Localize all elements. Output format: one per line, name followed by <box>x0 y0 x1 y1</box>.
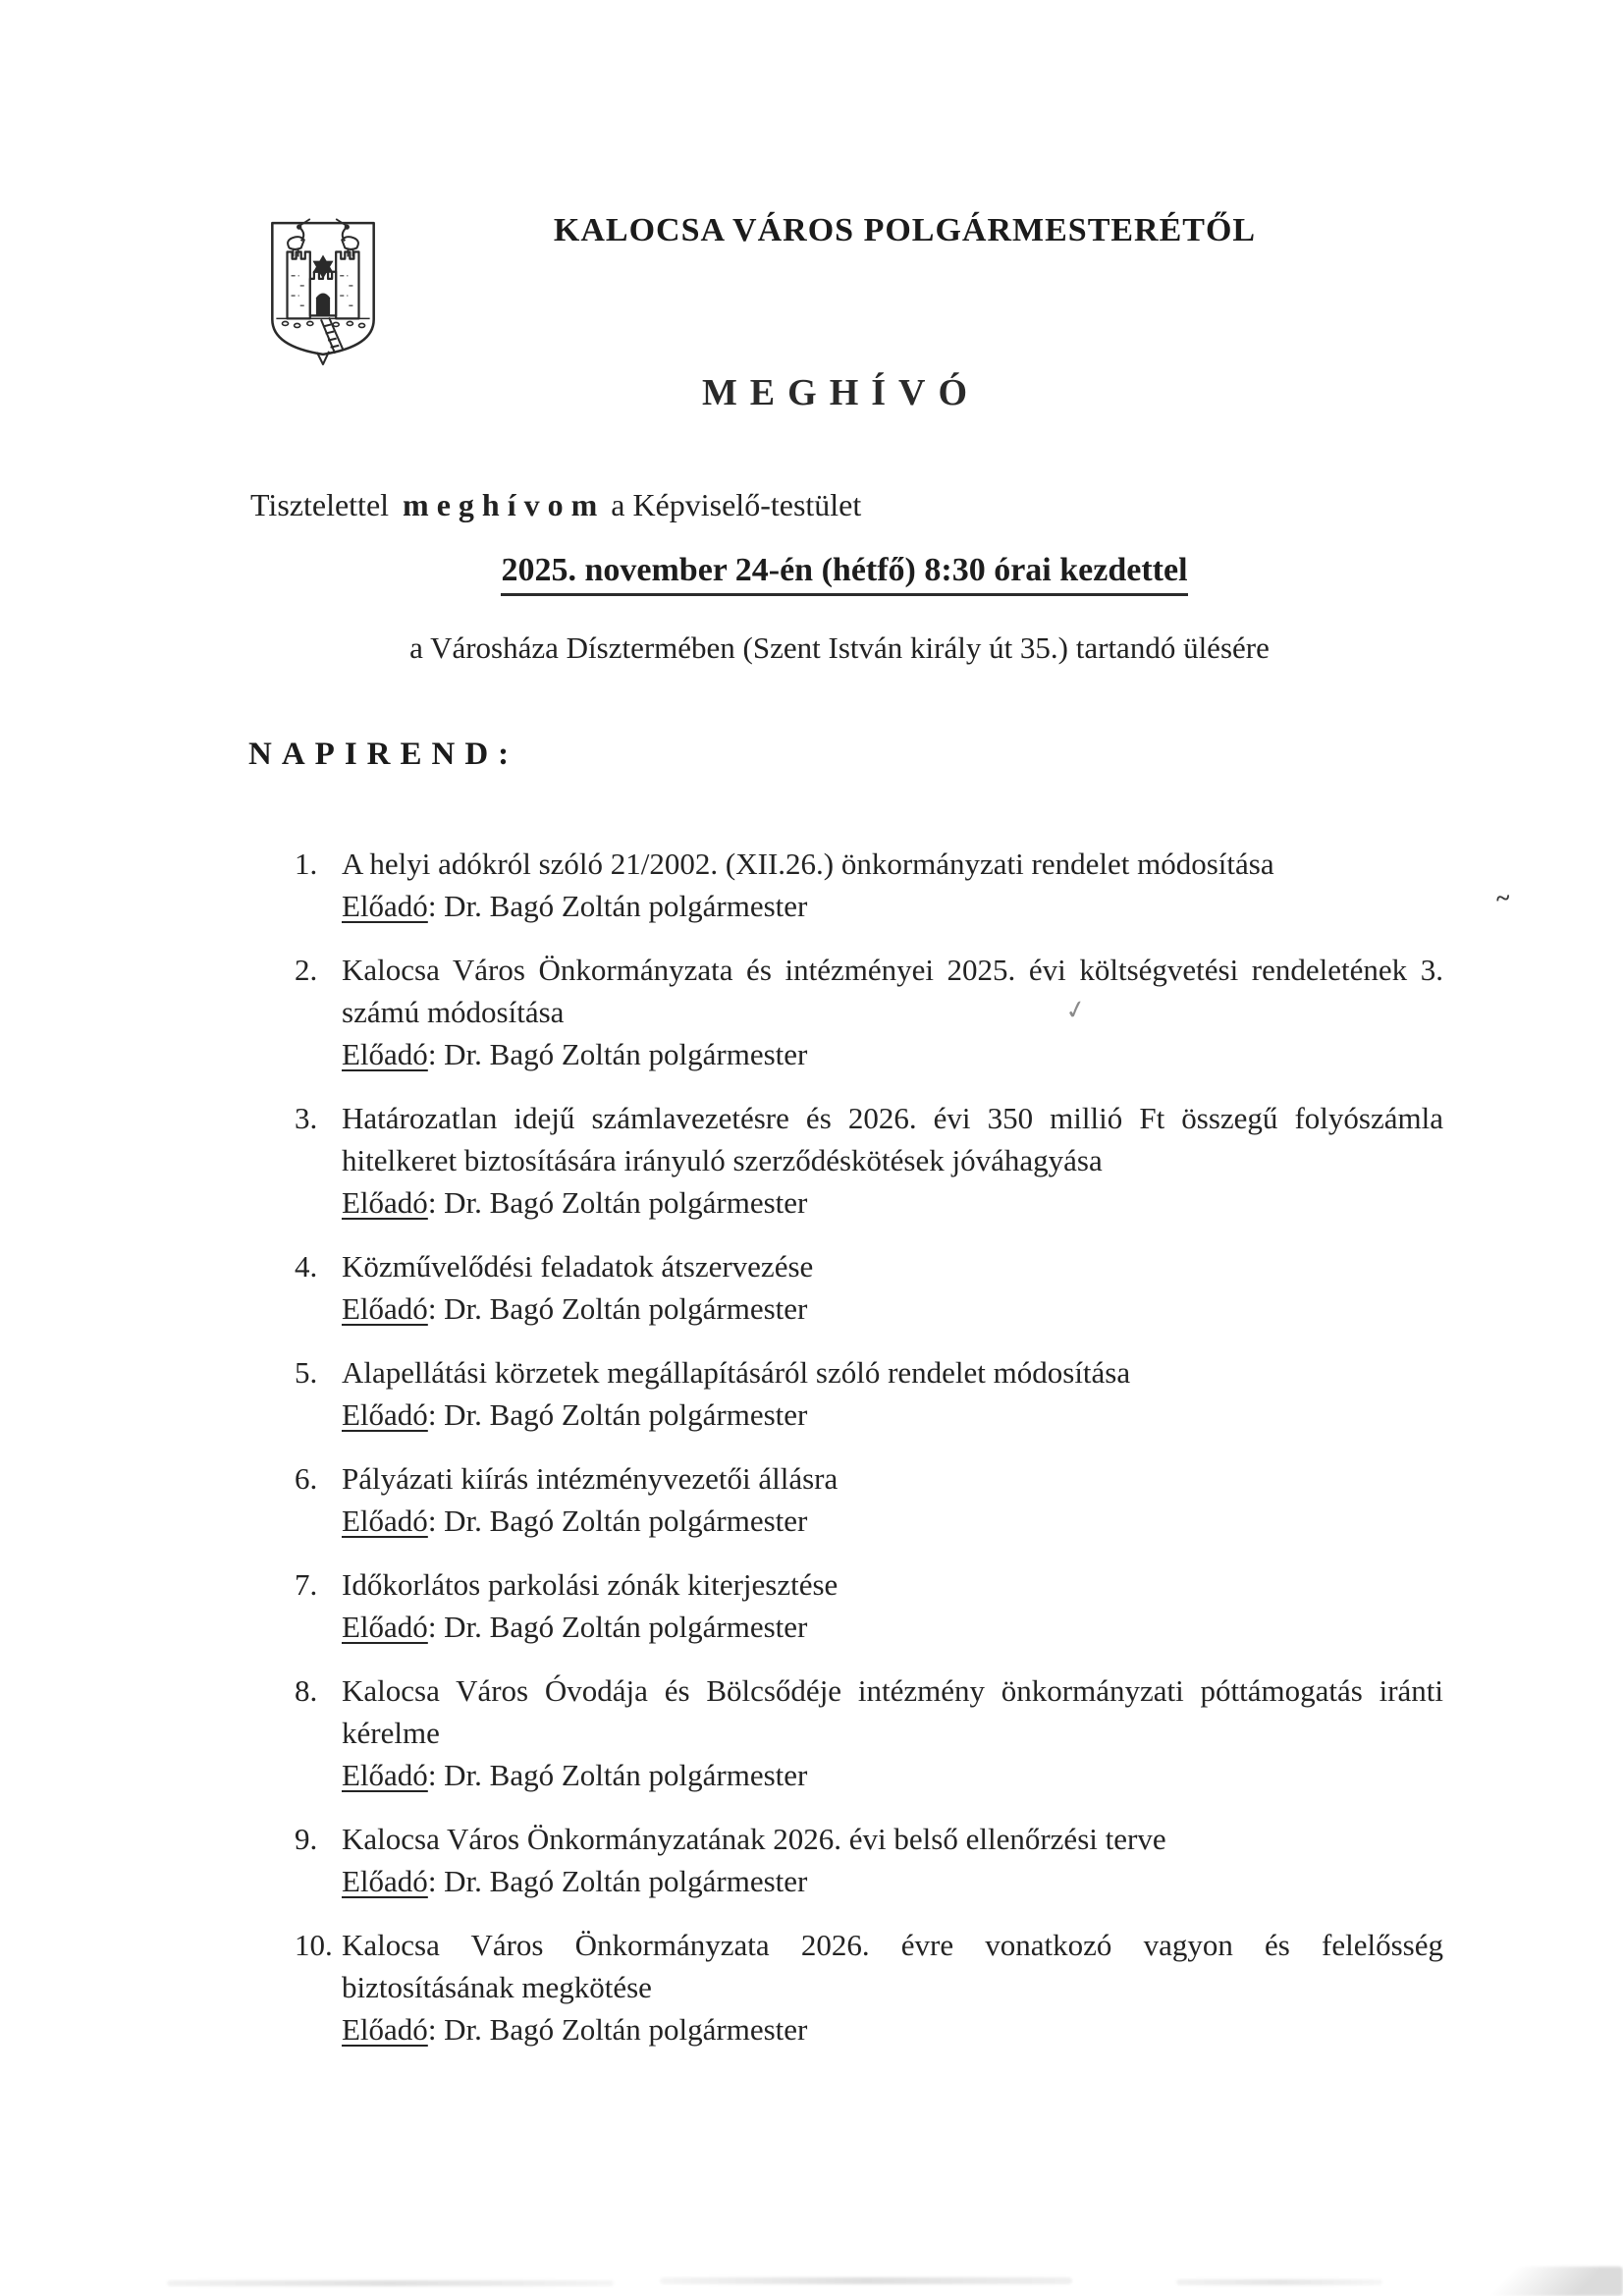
presenter-label: Előadó <box>342 1864 428 1898</box>
agenda-item-title-line: Pályázati kiírás intézményvezetői állásra <box>342 1461 839 1496</box>
agenda-item-presenter <box>342 1287 1443 1330</box>
agenda-item-title <box>342 1457 1443 1500</box>
salutation-emphasis: m e g h í v o m <box>403 487 598 522</box>
meeting-datetime-row <box>66 552 1623 596</box>
scanner-corner-smudge <box>1459 2267 1623 2296</box>
issuing-authority-title: KALOCSA VÁROS POLGÁRMESTERÉTŐL <box>553 212 1257 248</box>
agenda-item-title <box>342 1818 1443 1860</box>
agenda-item-body <box>342 1457 1443 1542</box>
agenda-item-body <box>342 1351 1443 1436</box>
agenda-item-presenter <box>342 1860 1443 1902</box>
agenda-item-title-line: Kalocsa Város Önkormányzata 2026. évre vonatkozó vagyon és felelősség <box>342 1928 1443 1962</box>
agenda-item-title-line: Időkorlátos parkolási zónák kiterjesztése <box>342 1567 839 1602</box>
presenter-name: : Dr. Bagó Zoltán polgármester <box>427 1864 808 1898</box>
agenda-item-title <box>342 843 1443 885</box>
presenter-name: : Dr. Bagó Zoltán polgármester <box>427 1185 808 1220</box>
agenda-item-title <box>342 1669 1443 1754</box>
agenda-item-presenter <box>342 1500 1443 1542</box>
agenda-item-number: 2. <box>295 953 318 987</box>
agenda-item-title-line: Kalocsa Város Óvodája és Bölcsődéje intézmény önkormányzati póttámogatás iránti <box>342 1673 1443 1708</box>
presenter-name: : Dr. Bagó Zoltán polgármester <box>427 1610 808 1644</box>
agenda-item-title-line: Kalocsa Város Önkormányzatának 2026. évi belső ellenőrzési terve <box>342 1822 1166 1856</box>
presenter-label: Előadó <box>342 2012 428 2047</box>
presenter-name: : Dr. Bagó Zoltán polgármester <box>427 1503 808 1538</box>
salutation-suffix: a Képviselő-testület <box>603 487 862 522</box>
agenda-item-title-line: hitelkeret biztosítására irányuló szerződéskötések jóváhagyása <box>342 1143 1103 1177</box>
agenda-item-number: 10. <box>295 1928 333 1962</box>
agenda-item-title-line: biztosításának megkötése <box>342 1970 652 2004</box>
agenda-heading: NAPIREND: <box>248 737 519 772</box>
agenda-item-presenter <box>342 885 1443 927</box>
pen-tilde-mark: ~ <box>1494 883 1511 913</box>
agenda-item <box>295 1818 1443 1902</box>
agenda-item-title <box>342 949 1443 1033</box>
agenda-item <box>295 1669 1443 1796</box>
agenda-item-title-line: kérelme <box>342 1716 440 1750</box>
presenter-label: Előadó <box>342 1610 428 1644</box>
presenter-label: Előadó <box>342 1503 428 1538</box>
agenda-item-number: 5. <box>295 1355 318 1390</box>
agenda-item-title <box>342 1097 1443 1181</box>
salutation-prefix: Tisztelettel <box>250 487 398 522</box>
agenda-item-title <box>342 1245 1443 1287</box>
presenter-label: Előadó <box>342 1291 428 1326</box>
agenda-item-body <box>342 949 1443 1075</box>
presenter-name: : Dr. Bagó Zoltán polgármester <box>427 1291 808 1326</box>
agenda-item-title-line: Alapellátási körzetek megállapításáról szóló rendelet módosítása <box>342 1355 1131 1390</box>
document-title: MEGHÍVÓ <box>701 372 981 413</box>
agenda-item-number: 7. <box>295 1567 318 1602</box>
scanner-smear <box>167 2280 614 2286</box>
presenter-name: : Dr. Bagó Zoltán polgármester <box>427 1758 808 1792</box>
agenda-item-title-line: Határozatlan idejű számlavezetésre és 2026. évi 350 millió Ft összegű folyószámla <box>342 1101 1443 1135</box>
presenter-name: : Dr. Bagó Zoltán polgármester <box>427 1397 808 1432</box>
agenda-item-title-line: Kalocsa Város Önkormányzata és intézményei 2025. évi költségvetési rendeletének 3. <box>342 953 1443 987</box>
agenda-item-presenter <box>342 1033 1443 1075</box>
meeting-location: a Városháza Dísztermében (Szent István király út 35.) tartandó ülésére <box>409 630 1270 665</box>
presenter-name: : Dr. Bagó Zoltán polgármester <box>427 2012 808 2047</box>
agenda-item <box>295 1924 1443 2050</box>
agenda-item-presenter <box>342 1754 1443 1796</box>
salutation-line <box>250 487 861 523</box>
scanner-smear <box>660 2277 1072 2284</box>
presenter-name: : Dr. Bagó Zoltán polgármester <box>427 1037 808 1071</box>
agenda-item <box>295 949 1443 1075</box>
agenda-item-title-line: számú módosítása <box>342 995 565 1029</box>
agenda-item-number: 6. <box>295 1461 318 1496</box>
agenda-item-number: 8. <box>295 1673 318 1708</box>
agenda-item-number: 3. <box>295 1101 318 1135</box>
agenda-item-body <box>342 1818 1443 1902</box>
agenda-item-body <box>342 1669 1443 1796</box>
agenda-item-presenter <box>342 2008 1443 2050</box>
agenda-item <box>295 843 1443 927</box>
agenda-item-number: 1. <box>295 847 318 881</box>
agenda-list <box>295 843 1443 2072</box>
presenter-label: Előadó <box>342 1758 428 1792</box>
agenda-item <box>295 1245 1443 1330</box>
agenda-item-number: 4. <box>295 1249 318 1284</box>
agenda-item-title <box>342 1351 1443 1394</box>
agenda-item <box>295 1563 1443 1648</box>
agenda-item <box>295 1097 1443 1224</box>
presenter-name: : Dr. Bagó Zoltán polgármester <box>427 889 808 923</box>
agenda-item <box>295 1457 1443 1542</box>
presenter-label: Előadó <box>342 1185 428 1220</box>
presenter-label: Előadó <box>342 1037 428 1071</box>
agenda-item <box>295 1351 1443 1436</box>
scanner-smear <box>1176 2279 1382 2285</box>
agenda-item-presenter <box>342 1394 1443 1436</box>
agenda-item-presenter <box>342 1181 1443 1224</box>
agenda-item-body <box>342 1097 1443 1224</box>
meeting-datetime: 2025. november 24-én (hétfő) 8:30 órai kezdettel <box>501 552 1187 596</box>
agenda-item-presenter <box>342 1606 1443 1648</box>
agenda-item-number: 9. <box>295 1822 318 1856</box>
agenda-item-title-line: Közművelődési feladatok átszervezése <box>342 1249 814 1284</box>
presenter-label: Előadó <box>342 1397 428 1432</box>
agenda-item-title <box>342 1924 1443 2008</box>
agenda-item-body <box>342 1924 1443 2050</box>
pen-check-mark: ✓ <box>1062 994 1090 1026</box>
presenter-label: Előadó <box>342 889 428 923</box>
agenda-item-title-line: A helyi adókról szóló 21/2002. (XII.26.) önkormányzati rendelet módosítása <box>342 847 1274 881</box>
agenda-item-body <box>342 843 1443 927</box>
agenda-item-body <box>342 1245 1443 1330</box>
agenda-item-body <box>342 1563 1443 1648</box>
agenda-item-title <box>342 1563 1443 1606</box>
